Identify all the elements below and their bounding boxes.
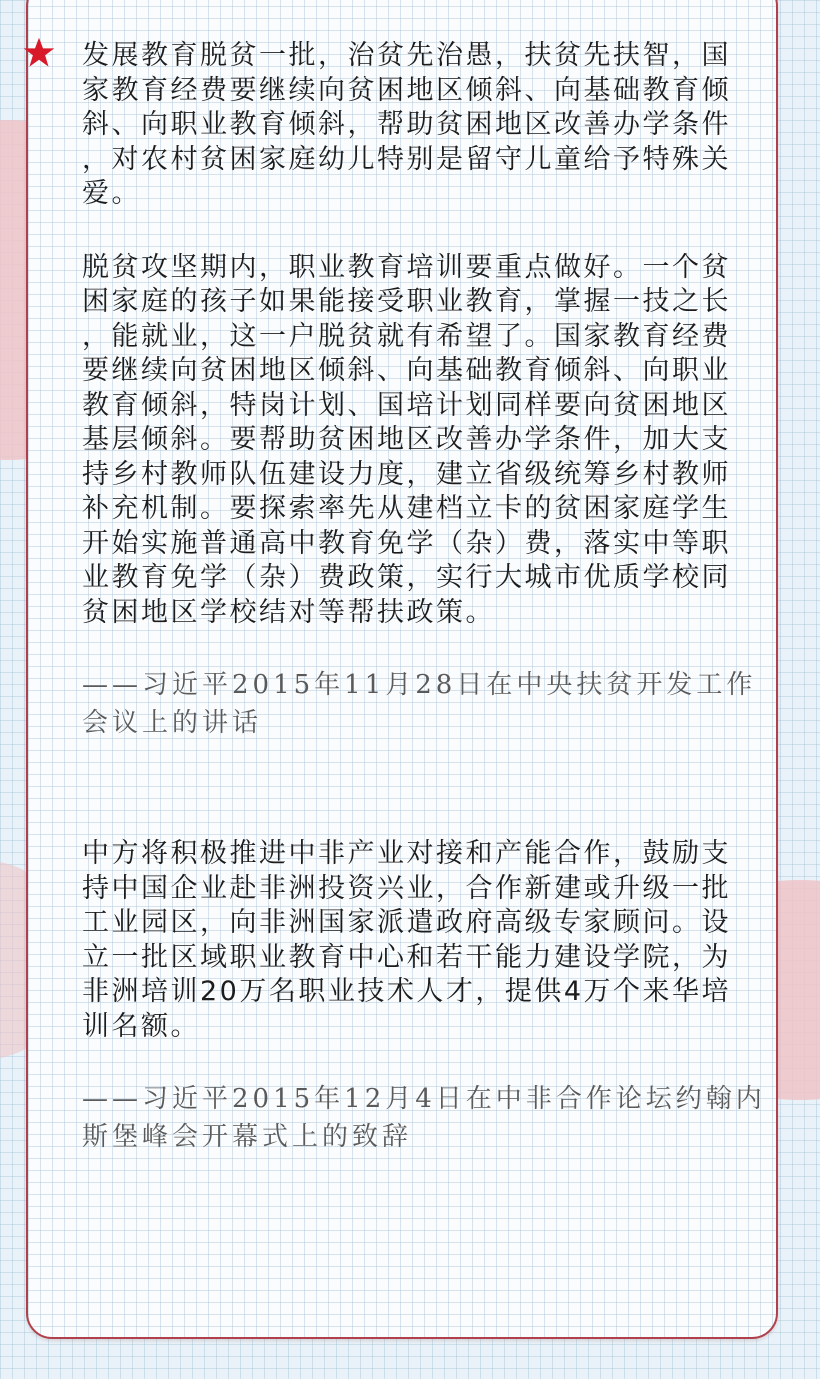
quote-section-1: [82, 39, 794, 742]
attribution: ——习近平2015年12月4日在中非合作论坛约翰内 斯堡峰会开幕式上的致辞: [82, 1084, 766, 1152]
body-paragraph: 中方将积极推进中非产业对接和产能合作，鼓励支 持中国企业赴非洲投资兴业，合作新建或升级一批 工业园区，向非洲国家派遣政府高级专家顾问。设 立一批区域职业教育中心和若干能力建设学院，为 非洲培训20万名职业技术人才，提供4万个来华培 训名额。: [82, 838, 732, 1042]
quote-section-2: [82, 837, 794, 1156]
body-paragraph: 发展教育脱贫一批，治贫先治愚，扶贫先扶智，国 家教育经费要继续向贫困地区倾斜、向基础教育倾 斜、向职业教育倾斜，帮助贫困地区改善办学条件 ，对农村贫困家庭幼儿特别是留守儿童给予特殊关 爱。: [82, 40, 731, 209]
attribution: ——习近平2015年11月28日在中央扶贫开发工作 会议上的讲话: [82, 670, 757, 738]
body-paragraph: 脱贫攻坚期内，职业教育培训要重点做好。一个贫 困家庭的孩子如果能接受职业教育，掌握一技之长 ，能就业，这一户脱贫就有希望了。国家教育经费 要继续向贫困地区倾斜、向基础教育倾斜、向职业 教育倾斜，特岗计划、国培计划同样要向贫困地区 基层倾斜。要帮助贫困地区改善办学条件，加大支 持乡村教师队伍建设力度，建立省级统筹乡村教师 补充机制。要探索率先从建档立卡的贫困家庭学生 开始实施普通高中教育免学（杂）费，落实中等职 业教育免学（杂）费政策，实行大城市优质学校同 贫困地区学校结对等帮扶政策。: [82, 251, 731, 628]
article-card: [26, 0, 778, 1339]
star-icon: [22, 36, 56, 70]
article-body: [82, 39, 794, 1156]
